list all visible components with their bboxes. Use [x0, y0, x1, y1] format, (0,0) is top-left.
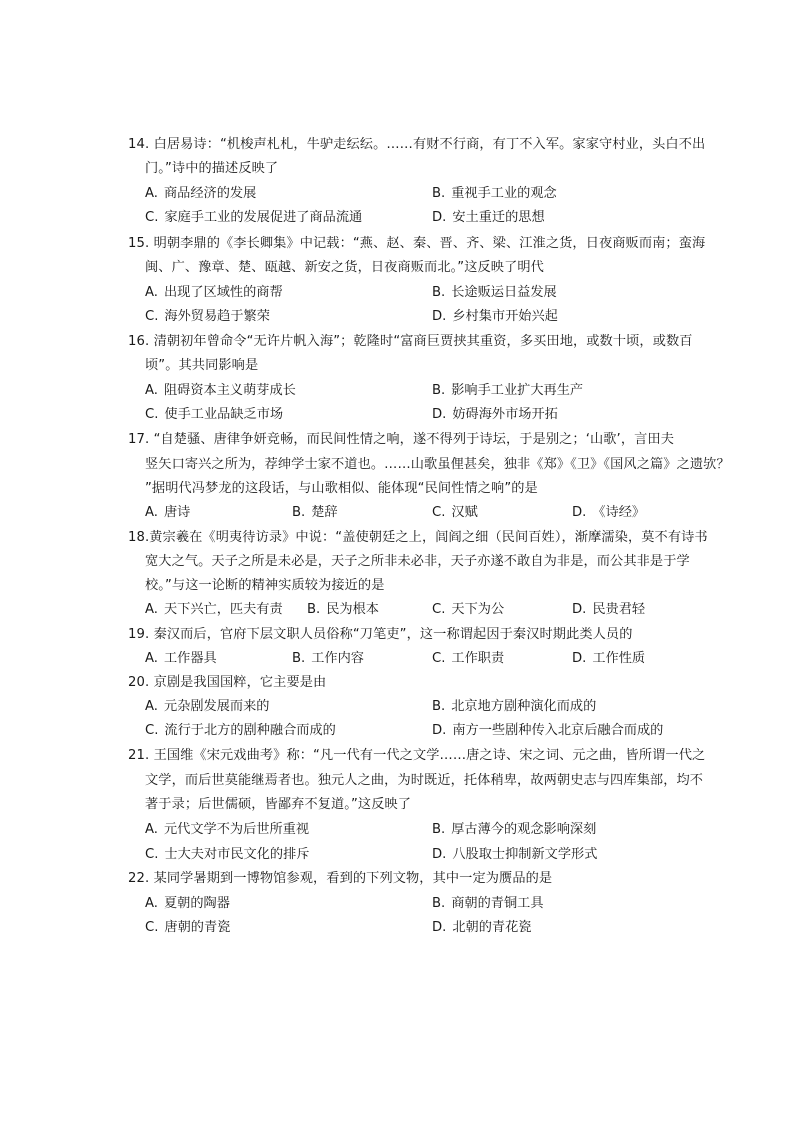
question-19-option-c: C. 工作职责	[432, 651, 505, 666]
question-17-stem-line-1: 17. “自楚骚、唐律争妍竞畅，而民间性情之响，遂不得列于诗坛，于是别之；‘山歌’，言田夫	[128, 432, 675, 447]
question-21-stem-line-2: 文学，而后世莫能继焉者也。独元人之曲，为时既近，托体稍卑，故两朝史志与四库集部，均不	[145, 773, 704, 788]
question-20-option-c: C. 流行于北方的剧种融合而成的	[145, 723, 336, 738]
question-17-stem-line-2: 竖矢口寄兴之所为，荐绅学士家不道也。……山歌虽俚甚矣，独非《郑》《卫》《国风之篇》之遗欤？	[145, 457, 730, 472]
question-17-option-b: B. 楚辞	[292, 505, 338, 520]
question-14-option-b: B. 重视手工业的观念	[432, 186, 557, 201]
question-18-stem-line-3: 校。”与这一论断的精神实质较为接近的是	[145, 578, 385, 593]
question-16-option-a: A. 阻碍资本主义萌芽成长	[145, 383, 296, 398]
question-18-option-d: D. 民贵君轻	[572, 602, 646, 617]
question-18-option-b: B. 民为根本	[307, 602, 379, 617]
question-22-stem-line-1: 22. 某同学暑期到一博物馆参观，看到的下列文物，其中一定为赝品的是	[128, 871, 553, 886]
question-14-option-c: C. 家庭手工业的发展促进了商品流通	[145, 210, 363, 225]
question-22-option-b: B. 商朝的青铜工具	[432, 896, 544, 911]
question-17-option-d: D. 《诗经》	[572, 505, 646, 520]
question-15-option-c: C. 海外贸易趋于繁荣	[145, 309, 270, 324]
question-20-stem-line-1: 20. 京剧是我国国粹，它主要是由	[128, 675, 327, 690]
question-19-stem-line-1: 19. 秦汉而后，官府下层文职人员俗称“刀笔吏”，这一称谓起因于秦汉时期此类人员的	[128, 627, 633, 642]
question-20-option-a: A. 元杂剧发展而来的	[145, 699, 270, 714]
question-14-option-d: D. 安土重迁的思想	[432, 210, 545, 225]
question-21-option-a: A. 元代文学不为后世所重视	[145, 822, 310, 837]
question-21-option-d: D. 八股取士抑制新文学形式	[432, 847, 598, 862]
question-15-option-b: B. 长途贩运日益发展	[432, 285, 557, 300]
question-17-option-c: C. 汉赋	[432, 505, 478, 520]
question-18-stem-line-2: 宽大之气。天子之所是未必是，天子之所非未必非，天子亦遂不敢自为非是，而公其非是于学	[145, 554, 690, 569]
question-22-option-d: D. 北朝的青花瓷	[432, 920, 532, 935]
question-15-stem-line-2: 闽、广、豫章、楚、瓯越、新安之货，日夜商贩而北。”这反映了明代	[145, 260, 544, 275]
question-22-option-a: A. 夏朝的陶器	[145, 896, 230, 911]
question-16-stem-line-2: 顷”。其共同影响是	[145, 358, 259, 373]
question-19-option-d: D. 工作性质	[572, 651, 646, 666]
question-19-option-b: B. 工作内容	[292, 651, 364, 666]
question-21-option-c: C. 士大夫对市民文化的排斥	[145, 847, 310, 862]
question-17-option-a: A. 唐诗	[145, 505, 191, 520]
question-14-stem-line-2: 门。”诗中的描述反映了	[145, 161, 279, 176]
question-14-stem-line-1: 14. 白居易诗：“机梭声札札，牛驴走纭纭。……有财不行商，有丁不入军。家家守村业，头白不出	[128, 137, 706, 152]
question-16-option-b: B. 影响手工业扩大再生产	[432, 383, 584, 398]
question-21-option-b: B. 厚古薄今的观念影响深刻	[432, 822, 597, 837]
question-16-option-c: C. 使手工业品缺乏市场	[145, 407, 284, 422]
question-21-stem-line-1: 21. 王国维《宋元戏曲考》称：“凡一代有一代之文学……唐之诗、宋之词、元之曲，皆所谓一代之	[128, 748, 706, 763]
question-19-option-a: A. 工作器具	[145, 651, 217, 666]
question-14-option-a: A. 商品经济的发展	[145, 186, 257, 201]
question-18-option-a: A. 天下兴亡，匹夫有责	[145, 602, 283, 617]
question-20-option-b: B. 北京地方剧种演化而成的	[432, 699, 597, 714]
question-16-option-d: D. 妨碍海外市场开拓	[432, 407, 558, 422]
question-17-stem-line-3: ”据明代冯梦龙的这段话，与山歌相似、能体现“民间性情之响”的是	[145, 481, 538, 496]
question-15-option-d: D. 乡村集市开始兴起	[432, 309, 558, 324]
question-21-stem-line-3: 著于录；后世儒硕，皆鄙弃不复道。”这反映了	[145, 797, 412, 812]
question-22-option-c: C. 唐朝的青瓷	[145, 920, 231, 935]
question-15-stem-line-1: 15. 明朝李鼎的《李长卿集》中记载：“燕、赵、秦、晋、齐、梁、江淮之货，日夜商贩而南；蛮海	[128, 236, 706, 251]
question-15-option-a: A. 出现了区域性的商帮	[145, 285, 283, 300]
question-16-stem-line-1: 16. 清朝初年曾命令“无许片帆入海”；乾隆时“富商巨贾挟其重资，多买田地，或数十顷，或数百	[128, 334, 693, 349]
question-20-option-d: D. 南方一些剧种传入北京后融合而成的	[432, 723, 664, 738]
question-18-stem-line-1: 18.黄宗羲在《明夷待访录》中说：“盖使朝廷之上，闾阎之细（民间百姓），渐摩濡染，莫不有诗书	[128, 530, 708, 545]
question-18-option-c: C. 天下为公	[432, 602, 505, 617]
